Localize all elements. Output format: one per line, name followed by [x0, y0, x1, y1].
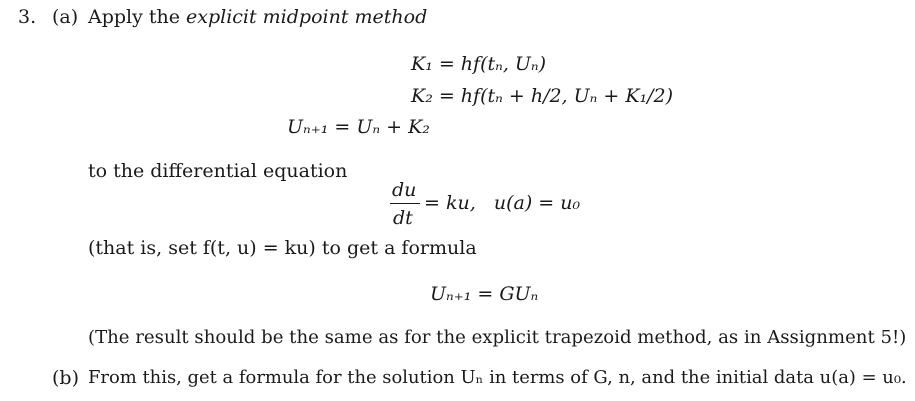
ode-rhs: = ku, u(a) = u₀ [424, 192, 581, 214]
equation-update: Uₙ₊₁ = Uₙ + K₂ [287, 116, 430, 138]
problem-number: 3. [18, 6, 37, 28]
ode-fraction-bar [390, 203, 420, 204]
set-f-text: (that is, set f(t, u) = ku) to get a formula [88, 237, 477, 259]
result-equation: Uₙ₊₁ = GUₙ [430, 283, 539, 305]
part-a-intro: Apply the [88, 6, 181, 28]
part-a-label: (a) [52, 6, 79, 28]
differential-equation-intro: to the differential equation [88, 160, 348, 182]
part-b-text: From this, get a formula for the solution Uₙ in terms of G, n, and the initial data u(a) = u₀. [88, 367, 907, 388]
method-name: explicit midpoint method [186, 6, 428, 28]
equation-k2: K₂ = hf(tₙ + h/2, Uₙ + K₁/2) [411, 85, 674, 107]
equation-k1: K₁ = hf(tₙ, Uₙ) [411, 53, 547, 75]
ode-numerator: du [392, 179, 417, 201]
ode-denominator: dt [393, 207, 413, 229]
part-b-label: (b) [52, 367, 79, 389]
trapezoid-note: (The result should be the same as for the explicit trapezoid method, as in Assignment 5!) [88, 327, 907, 348]
